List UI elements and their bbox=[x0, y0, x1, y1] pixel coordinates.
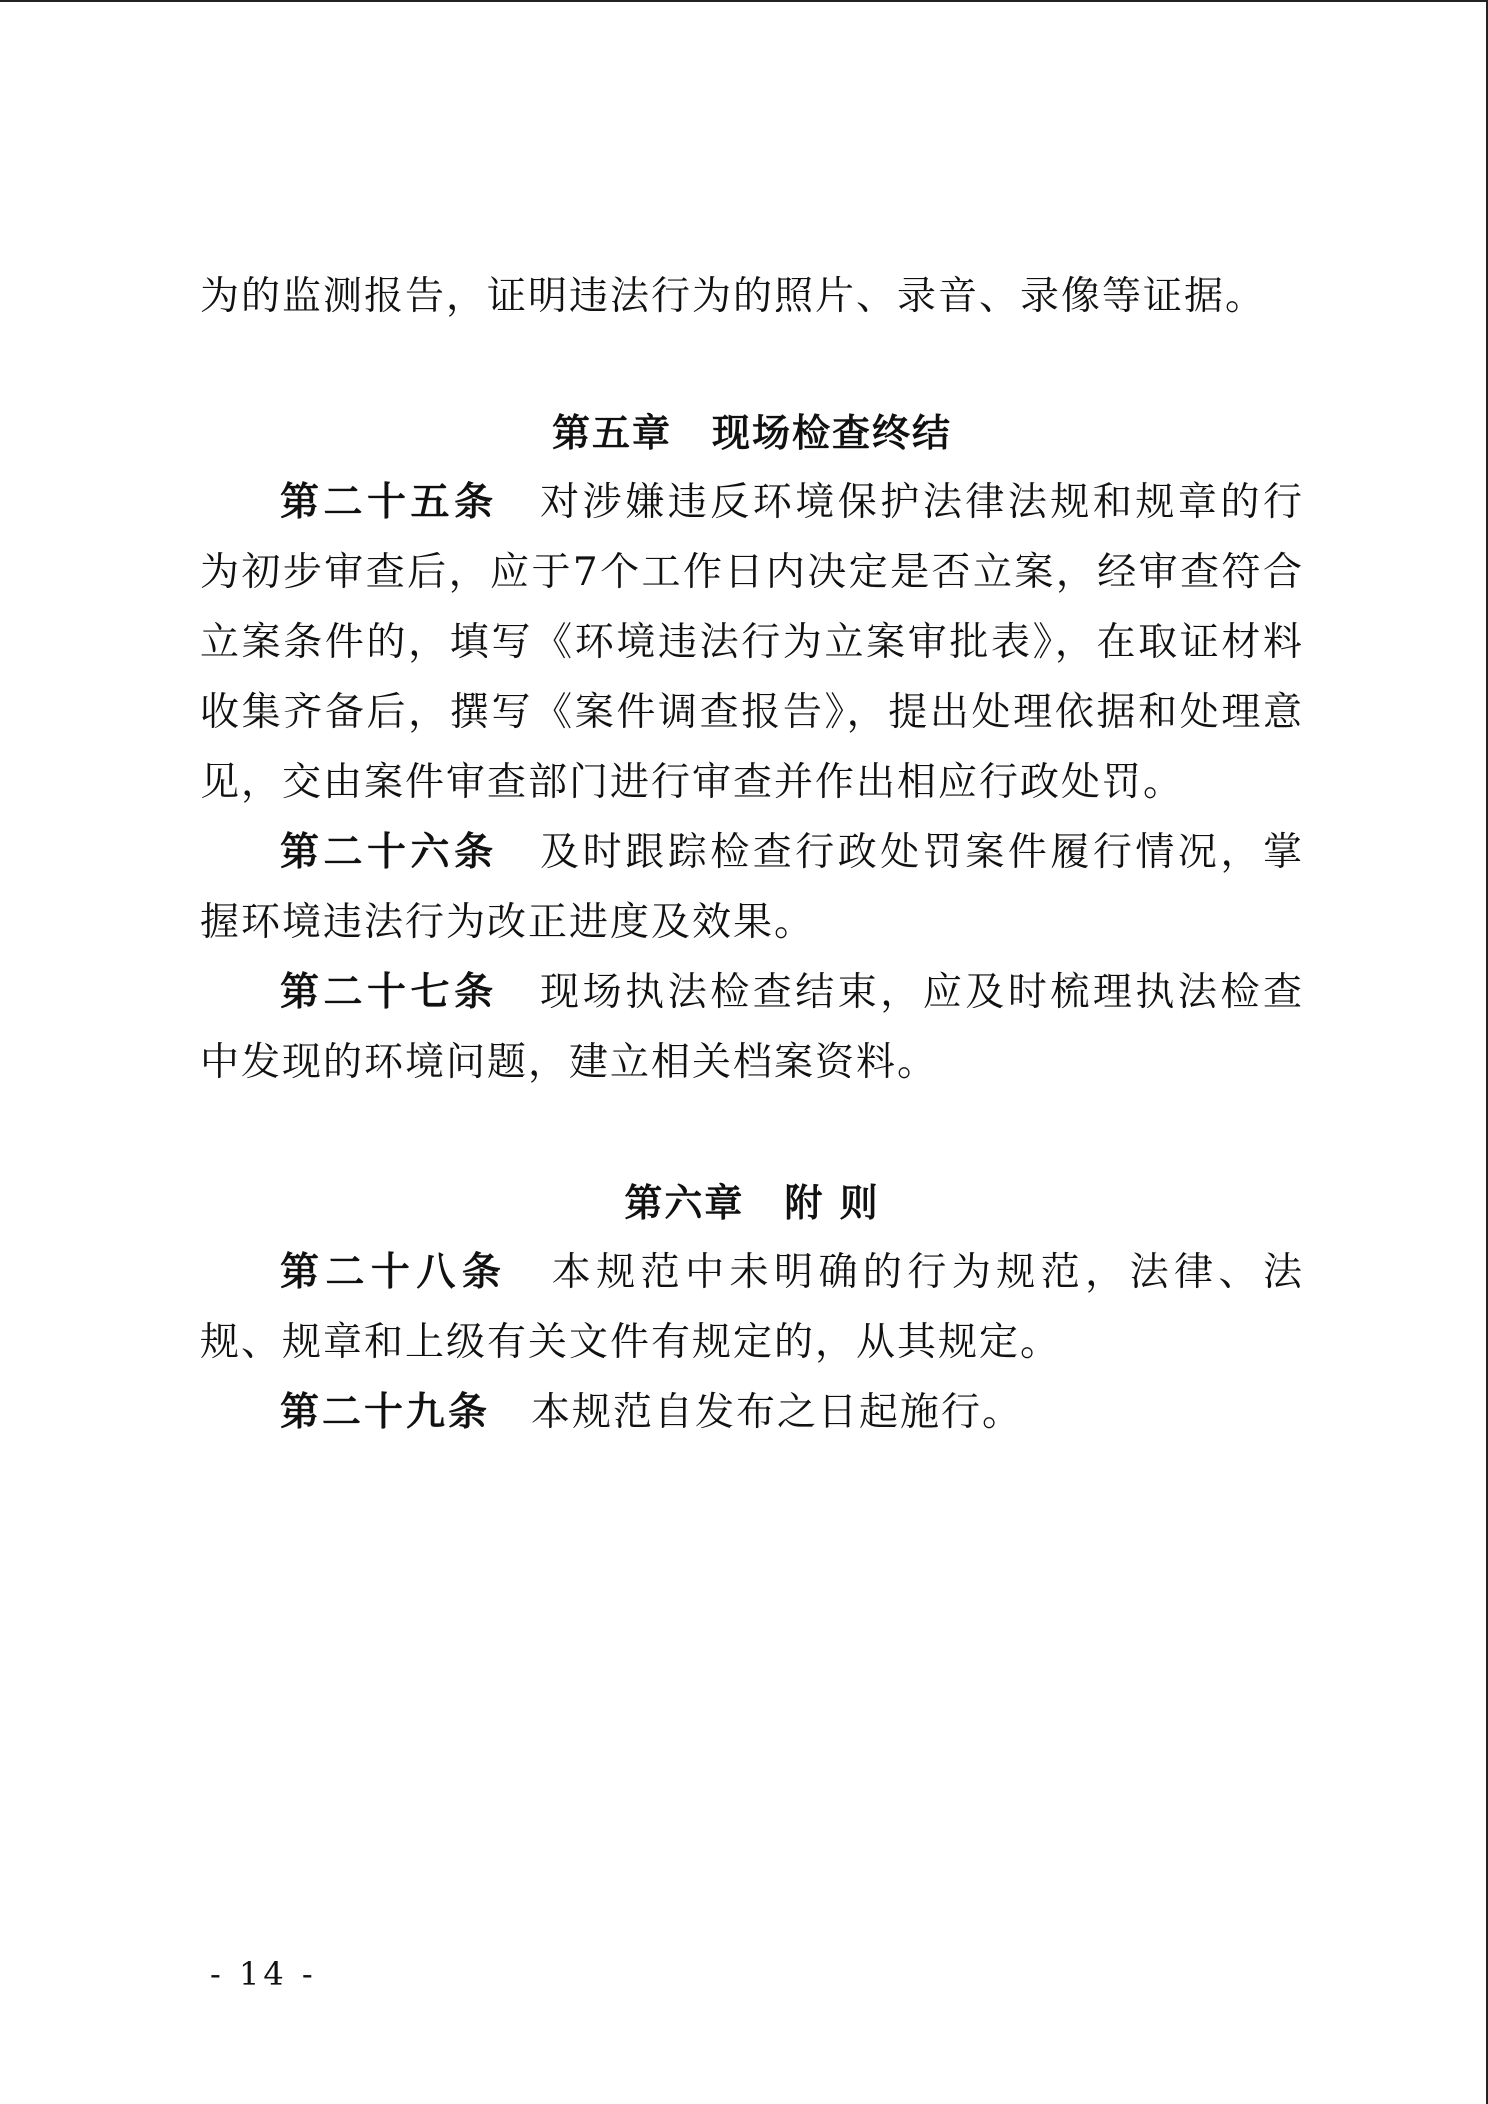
article-29-label: 第二十九条 bbox=[280, 1390, 491, 1435]
article-26-label: 第二十六条 bbox=[280, 830, 498, 875]
article-27 bbox=[200, 958, 1304, 1098]
chapter-6-title: 附 则 bbox=[784, 1181, 880, 1225]
spacer bbox=[200, 332, 1304, 402]
spacer bbox=[200, 1098, 1304, 1168]
article-25 bbox=[200, 468, 1304, 818]
article-29 bbox=[200, 1378, 1304, 1448]
document-body bbox=[200, 262, 1304, 1448]
page-number: - 14 - bbox=[210, 1955, 317, 1993]
article-26-text: 及时跟踪检查行政处罚案件履行情况，掌握环境违法行为改正进度及效果。 bbox=[200, 830, 1304, 945]
continuation-paragraph: 为的监测报告，证明违法行为的照片、录音、录像等证据。 bbox=[200, 274, 1267, 319]
article-28-text: 本规范中未明确的行为规范，法律、法规、规章和上级有关文件有规定的，从其规定。 bbox=[200, 1250, 1304, 1365]
chapter-6-heading bbox=[200, 1168, 1304, 1238]
article-28 bbox=[200, 1238, 1304, 1378]
chapter-5-heading bbox=[200, 398, 1304, 468]
chapter-6-number: 第六章 bbox=[624, 1181, 745, 1225]
article-29-text: 本规范自发布之日起施行。 bbox=[531, 1390, 1024, 1435]
page-border-top bbox=[0, 0, 1488, 2]
article-25-label: 第二十五条 bbox=[280, 480, 498, 525]
article-27-label: 第二十七条 bbox=[280, 970, 498, 1015]
article-26 bbox=[200, 818, 1304, 958]
chapter-5-title: 现场检查终结 bbox=[712, 411, 953, 455]
chapter-5-number: 第五章 bbox=[551, 411, 672, 455]
article-25-text: 对涉嫌违反环境保护法律法规和规章的行为初步审查后，应于7个工作日内决定是否立案，经审查符合立案条件的，填写《环境违法行为立案审批表》，在取证材料收集齐备后，撰写《案件调查报告》，提出处理依据和处理意见，交由案件审查部门进行审查并作出相应行政处罚。 bbox=[200, 480, 1304, 805]
article-28-label: 第二十八条 bbox=[280, 1250, 508, 1295]
article-27-text: 现场执法检查结束，应及时梳理执法检查中发现的环境问题，建立相关档案资料。 bbox=[200, 970, 1304, 1085]
